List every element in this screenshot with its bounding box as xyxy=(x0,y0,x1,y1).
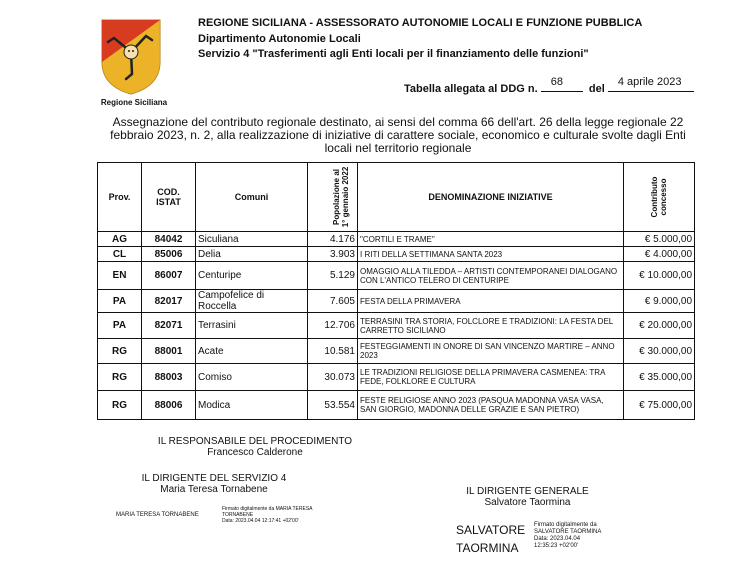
table-row xyxy=(98,262,695,290)
cell-den: LE TRADIZIONI RELIGIOSE DELLA PRIMAVERA CASMENEA: TRA FEDE, FOLKLORE E CULTURA xyxy=(358,364,624,391)
cell-amt: € 5.000,00 xyxy=(624,232,695,247)
cell-den: I RITI DELLA SETTIMANA SANTA 2023 xyxy=(358,247,624,262)
digital2-line4: 12:35:23 +02'00' xyxy=(534,543,579,549)
intro-paragraph: Assegnazione del contributo regionale destinato, ai sensi del comma 66 dell'art. 26 della legge regionale 22 febbraio 2023, n. 2, alla realizzazione di iniziative di carattere sociale, economico e culturale svolte dagli Enti locali nel territorio regionale xyxy=(110,115,686,155)
dirigente-servizio-title: IL DIRIGENTE DEL SERVIZIO 4 xyxy=(141,473,287,484)
header-popolazione-text: Popolazione al 1° gennaio 2022 xyxy=(332,166,350,228)
header-cod-istat: COD. ISTAT xyxy=(142,163,196,232)
cell-pop: 7.605 xyxy=(308,290,358,313)
header-prov: Prov. xyxy=(98,163,142,232)
cell-pop: 12.706 xyxy=(308,313,358,339)
contributions-table xyxy=(97,162,695,420)
cell-cod: 85006 xyxy=(142,247,196,262)
digital1-line1: Firmato digitalmente da MARIA TERESA xyxy=(222,506,313,512)
ddg-date: 4 aprile 2023 xyxy=(617,76,682,88)
responsabile-block xyxy=(150,436,360,458)
header-comuni: Comuni xyxy=(196,163,308,232)
regione-siciliana-logo xyxy=(96,16,166,96)
digital1-line3: Data: 2023.04.04 12:17:41 +02'00' xyxy=(222,518,299,524)
tabella-line xyxy=(404,76,694,95)
digital2-name-line2: TAORMINA xyxy=(456,541,519,555)
cell-cod: 84042 xyxy=(142,232,196,247)
cell-den: OMAGGIO ALLA TILEDDA – ARTISTI CONTEMPORANEI DIALOGANO CON L'ANTICO TELERO DI CENTURIPE xyxy=(358,262,624,290)
digital-signature-1-details xyxy=(222,506,313,524)
header-contributo xyxy=(624,163,695,232)
cell-comune: Modica xyxy=(196,391,308,420)
digital-signature-2-name xyxy=(456,521,525,557)
cell-amt: € 20.000,00 xyxy=(624,313,695,339)
digital1-line2: TORNABENE xyxy=(222,512,254,518)
digital-signature-2-details xyxy=(534,522,601,550)
digital-signature-1-name: MARIA TERESA TORNABENE xyxy=(116,512,199,518)
header-contributo-text: Contributo concesso xyxy=(650,176,668,218)
cell-prov: RG xyxy=(98,391,142,420)
responsabile-name: Francesco Calderone xyxy=(207,447,303,458)
cell-pop: 5.129 xyxy=(308,262,358,290)
cell-den: FESTEGGIAMENTI IN ONORE DI SAN VINCENZO MARTIRE – ANNO 2023 xyxy=(358,339,624,364)
ddg-number-blank xyxy=(541,76,583,92)
cell-comune: Comiso xyxy=(196,364,308,391)
cell-comune: Campofelice di Roccella xyxy=(196,290,308,313)
header-popolazione xyxy=(308,163,358,232)
digital2-line2: SALVATORE TAORMINA xyxy=(534,529,602,535)
cell-den: FESTA DELLA PRIMAVERA xyxy=(358,290,624,313)
cell-cod: 82071 xyxy=(142,313,196,339)
digital2-line3: Data: 2023.04.04 xyxy=(534,536,581,542)
ddg-number: 68 xyxy=(550,76,563,88)
header-line-department: Dipartimento Autonomie Locali xyxy=(198,33,361,45)
header-line-region: REGIONE SICILIANA - ASSESSORATO AUTONOMIE LOCALI E FUNZIONE PUBBLICA xyxy=(198,17,643,29)
cell-amt: € 9.000,00 xyxy=(624,290,695,313)
cell-prov: PA xyxy=(98,313,142,339)
cell-cod: 82017 xyxy=(142,290,196,313)
cell-prov: RG xyxy=(98,339,142,364)
cell-cod: 86007 xyxy=(142,262,196,290)
cell-amt: € 4.000,00 xyxy=(624,247,695,262)
table-header-row xyxy=(98,163,695,232)
dirigente-generale-name: Salvatore Taormina xyxy=(484,497,571,508)
cell-den: "CORTILI E TRAME" xyxy=(358,232,624,247)
dirigente-generale-title: IL DIRIGENTE GENERALE xyxy=(466,486,589,497)
cell-cod: 88006 xyxy=(142,391,196,420)
header-line-service: Servizio 4 "Trasferimenti agli Enti locali per il finanziamento delle funzioni" xyxy=(198,48,589,60)
responsabile-title: IL RESPONSABILE DEL PROCEDIMENTO xyxy=(157,436,353,447)
cell-prov: CL xyxy=(98,247,142,262)
digital2-line1: Firmato digitalmente da xyxy=(534,522,597,528)
cell-amt: € 30.000,00 xyxy=(624,339,695,364)
cell-prov: PA xyxy=(98,290,142,313)
table-row xyxy=(98,339,695,364)
header-denominazione: DENOMINAZIONE INIZIATIVE xyxy=(358,163,624,232)
cell-amt: € 35.000,00 xyxy=(624,364,695,391)
date-blank xyxy=(608,76,694,92)
table-row xyxy=(98,313,695,339)
table-row xyxy=(98,232,695,247)
cell-cod: 88001 xyxy=(142,339,196,364)
digital2-name-line1: SALVATORE xyxy=(456,523,526,537)
cell-pop: 4.176 xyxy=(308,232,358,247)
cell-prov: RG xyxy=(98,364,142,391)
dirigente-generale-block xyxy=(455,486,600,508)
cell-prov: AG xyxy=(98,232,142,247)
cell-pop: 30.073 xyxy=(308,364,358,391)
table-row xyxy=(98,247,695,262)
cell-comune: Siculiana xyxy=(196,232,308,247)
del-label: del xyxy=(588,83,605,95)
cell-amt: € 75.000,00 xyxy=(624,391,695,420)
cell-amt: € 10.000,00 xyxy=(624,262,695,290)
cell-pop: 53.554 xyxy=(308,391,358,420)
logo-caption: Regione Siciliana xyxy=(100,98,168,107)
table-row xyxy=(98,290,695,313)
dirigente-servizio-block xyxy=(140,473,288,495)
table-row xyxy=(98,391,695,420)
cell-den: FESTE RELIGIOSE ANNO 2023 (PASQUA MADONNA VASA VASA, SAN GIORGIO, MADONNA DELLE GRAZIE E SAN PIETRO) xyxy=(358,391,624,420)
cell-comune: Delia xyxy=(196,247,308,262)
cell-cod: 88003 xyxy=(142,364,196,391)
cell-pop: 3.903 xyxy=(308,247,358,262)
table-row xyxy=(98,364,695,391)
cell-comune: Centuripe xyxy=(196,262,308,290)
tabella-label: Tabella allegata al DDG n. xyxy=(404,83,538,95)
cell-comune: Terrasini xyxy=(196,313,308,339)
cell-pop: 10.581 xyxy=(308,339,358,364)
cell-prov: EN xyxy=(98,262,142,290)
cell-comune: Acate xyxy=(196,339,308,364)
cell-den: TERRASINI TRA STORIA, FOLCLORE E TRADIZIONI: LA FESTA DEL CARRETTO SICILIANO xyxy=(358,313,624,339)
dirigente-servizio-name: Maria Teresa Tornabene xyxy=(160,484,268,495)
